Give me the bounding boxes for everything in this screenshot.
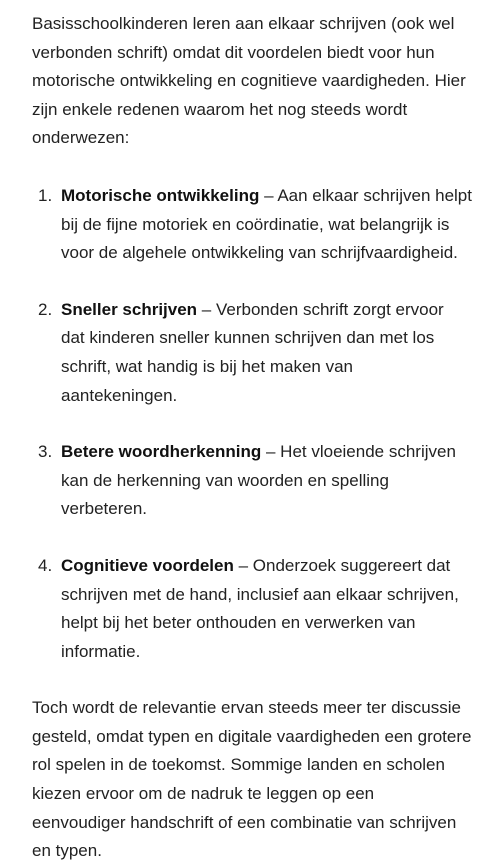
- list-item-motor-development: [32, 182, 472, 268]
- list-item-number: 2.: [38, 299, 53, 319]
- list-item-faster-writing: [32, 296, 472, 410]
- list-item-word-recognition: [32, 438, 472, 524]
- reasons-list: [32, 182, 472, 666]
- list-item-text: – Onderzoek suggereert dat schrijven met de hand, inclusief aan elkaar schrijven, helpt bij het beter onthouden en verwerken van informatie.: [61, 555, 459, 661]
- list-item-term: Cognitieve voordelen: [61, 555, 234, 575]
- outro-paragraph: Toch wordt de relevantie ervan steeds meer ter discussie gesteld, omdat typen en digitale vaardigheden een grotere rol spelen in de toekomst. Sommige landen en scholen kiezen ervoor om de nadruk te leggen op een eenvoudiger handschrift of een combinatie van schrijven en typen.: [32, 698, 472, 861]
- list-item-term: Motorische ontwikkeling: [61, 185, 260, 205]
- chat-response: [32, 10, 472, 866]
- list-item-term: Sneller schrijven: [61, 299, 198, 319]
- list-item-cognitive-benefits: [32, 552, 472, 666]
- list-item-text: – Aan elkaar schrijven helpt bij de fijne motoriek en coördinatie, wat belangrijk is voor de algehele ontwikkeling van schrijfvaardigheid.: [61, 185, 472, 263]
- list-item-term: Betere woordherkenning: [61, 442, 262, 462]
- list-item-text: – Verbonden schrift zorgt ervoor dat kinderen sneller kunnen schrijven dan met los schrift, wat handig is bij het maken van aantekeningen.: [61, 299, 444, 405]
- list-item-number: 3.: [38, 442, 53, 462]
- intro-paragraph: Basisschoolkinderen leren aan elkaar schrijven (ook wel verbonden schrift) omdat dit voordelen biedt voor hun motorische ontwikkeling en cognitieve vaardigheden. Hier zijn enkele redenen waarom het nog steeds wordt onderwezen:: [32, 14, 466, 148]
- list-item-text: – Het vloeiende schrijven kan de herkenning van woorden en spelling verbeteren.: [61, 442, 456, 519]
- list-item-number: 4.: [38, 555, 53, 575]
- list-item-number: 1.: [38, 185, 53, 205]
